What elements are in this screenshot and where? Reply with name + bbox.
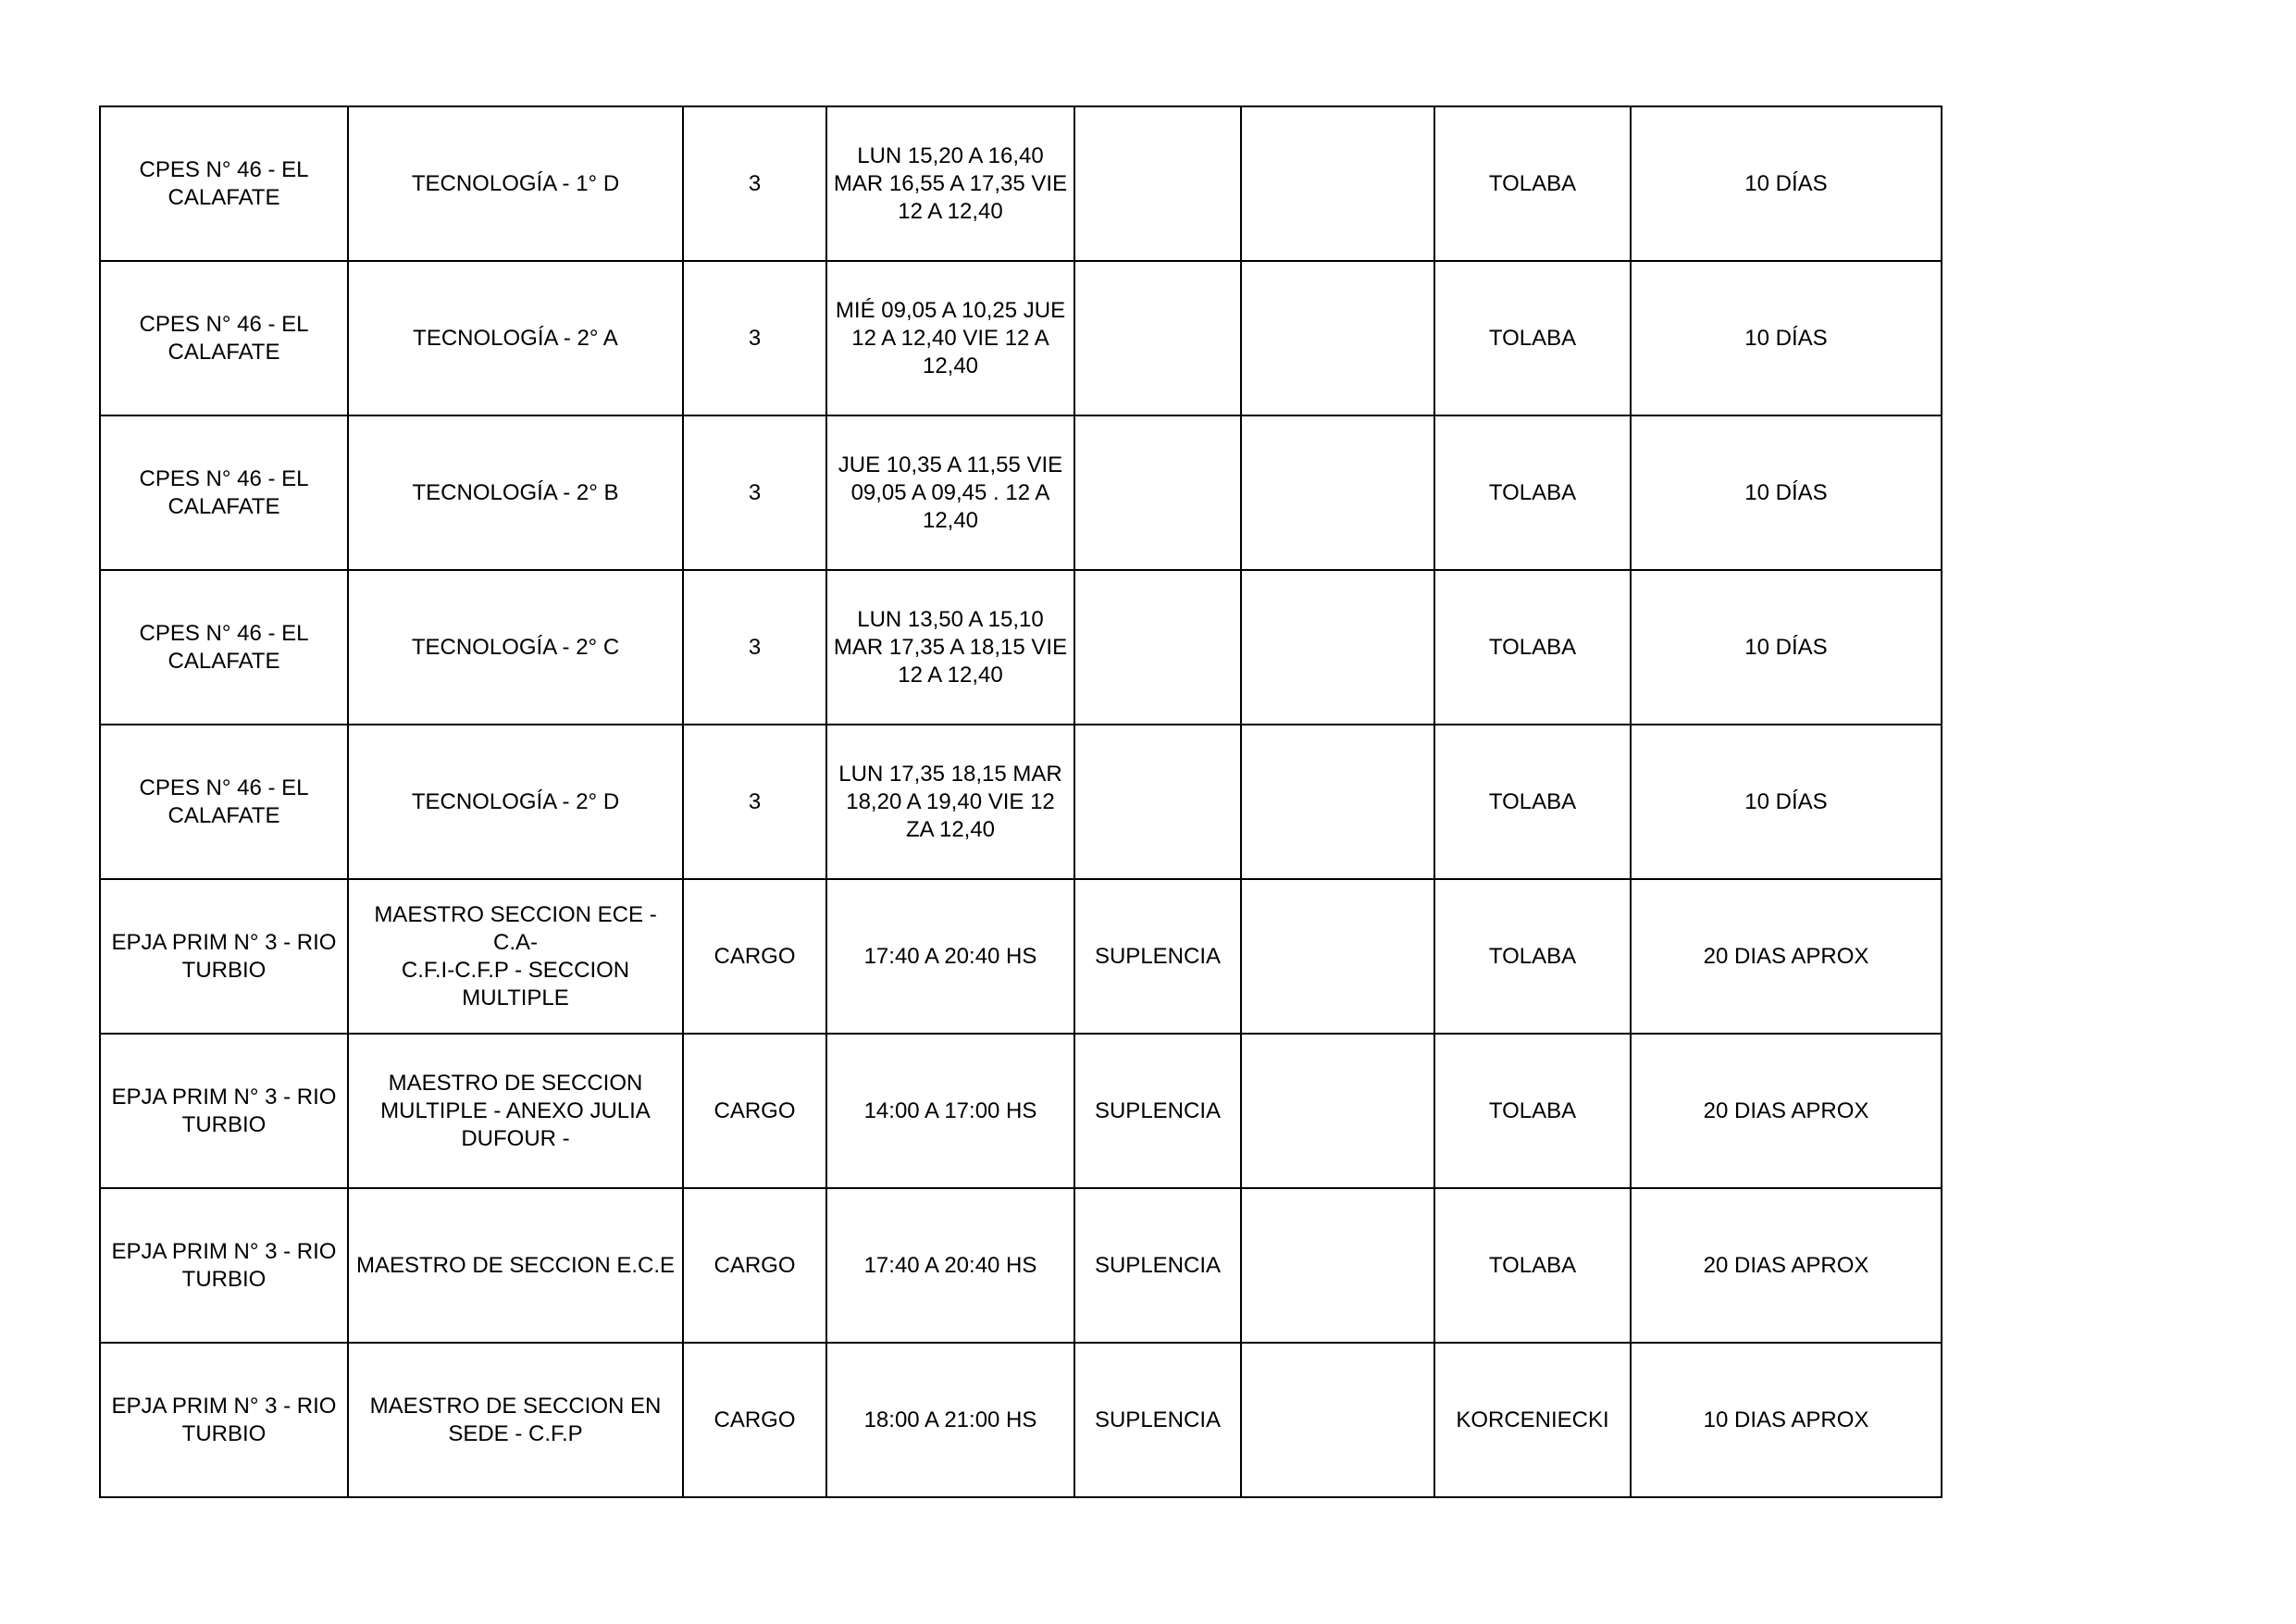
cell-espacio: MAESTRO DE SECCION EN SEDE - C.F.P: [348, 1343, 683, 1497]
cell-establecimiento: CPES N° 46 - EL CALAFATE: [100, 725, 348, 879]
cell-horario: JUE 10,35 A 11,55 VIE 09,05 A 09,45 . 12 A 12,40: [826, 415, 1074, 570]
cell-horario: LUN 13,50 A 15,10 MAR 17,35 A 18,15 VIE 12 A 12,40: [826, 570, 1074, 725]
cell-horario: MIÉ 09,05 A 10,25 JUE 12 A 12,40 VIE 12 A 12,40: [826, 261, 1074, 415]
cell-duracion: 10 DÍAS: [1631, 570, 1942, 725]
cell-situacion: SUPLENCIA: [1074, 879, 1241, 1034]
cell-duracion: 10 DÍAS: [1631, 725, 1942, 879]
cell-observaciones: [1241, 106, 1434, 261]
cell-observaciones: [1241, 261, 1434, 415]
cell-observaciones: [1241, 570, 1434, 725]
cell-docente: TOLABA: [1434, 106, 1631, 261]
table-row: [100, 106, 1942, 261]
cell-horario: 18:00 A 21:00 HS: [826, 1343, 1074, 1497]
cell-espacio: TECNOLOGÍA - 2° B: [348, 415, 683, 570]
cell-horario: 17:40 A 20:40 HS: [826, 879, 1074, 1034]
cell-docente: TOLABA: [1434, 261, 1631, 415]
cell-establecimiento: CPES N° 46 - EL CALAFATE: [100, 415, 348, 570]
cell-observaciones: [1241, 725, 1434, 879]
table-row: [100, 1034, 1942, 1188]
cell-establecimiento: CPES N° 46 - EL CALAFATE: [100, 261, 348, 415]
table-row: [100, 1188, 1942, 1343]
cell-docente: TOLABA: [1434, 1188, 1631, 1343]
cell-establecimiento: EPJA PRIM N° 3 - RIO TURBIO: [100, 879, 348, 1034]
table-row: [100, 879, 1942, 1034]
cell-situacion: [1074, 725, 1241, 879]
vacancies-table: [99, 105, 1942, 1498]
cell-espacio: MAESTRO SECCION ECE -C.A- C.F.I-C.F.P - SECCION MULTIPLE: [348, 879, 683, 1034]
cell-docente: KORCENIECKI: [1434, 1343, 1631, 1497]
cell-horas: 3: [683, 415, 826, 570]
cell-duracion: 10 DÍAS: [1631, 106, 1942, 261]
cell-espacio: MAESTRO DE SECCION MULTIPLE - ANEXO JULIA DUFOUR -: [348, 1034, 683, 1188]
cell-duracion: 20 DIAS APROX: [1631, 879, 1942, 1034]
table-row: [100, 1343, 1942, 1497]
cell-horario: LUN 17,35 18,15 MAR 18,20 A 19,40 VIE 12 ZA 12,40: [826, 725, 1074, 879]
cell-observaciones: [1241, 415, 1434, 570]
cell-duracion: 10 DÍAS: [1631, 415, 1942, 570]
cell-observaciones: [1241, 1188, 1434, 1343]
cell-duracion: 10 DIAS APROX: [1631, 1343, 1942, 1497]
cell-espacio: TECNOLOGÍA - 2° D: [348, 725, 683, 879]
cell-docente: TOLABA: [1434, 725, 1631, 879]
cell-establecimiento: EPJA PRIM N° 3 - RIO TURBIO: [100, 1343, 348, 1497]
cell-horas: CARGO: [683, 1034, 826, 1188]
cell-situacion: SUPLENCIA: [1074, 1034, 1241, 1188]
cell-establecimiento: CPES N° 46 - EL CALAFATE: [100, 570, 348, 725]
cell-situacion: SUPLENCIA: [1074, 1188, 1241, 1343]
cell-espacio: TECNOLOGÍA - 2° C: [348, 570, 683, 725]
cell-horas: CARGO: [683, 1343, 826, 1497]
cell-docente: TOLABA: [1434, 415, 1631, 570]
cell-docente: TOLABA: [1434, 879, 1631, 1034]
cell-docente: TOLABA: [1434, 570, 1631, 725]
cell-duracion: 10 DÍAS: [1631, 261, 1942, 415]
cell-observaciones: [1241, 1343, 1434, 1497]
cell-horas: 3: [683, 106, 826, 261]
table-row: [100, 570, 1942, 725]
cell-horario: LUN 15,20 A 16,40 MAR 16,55 A 17,35 VIE 12 A 12,40: [826, 106, 1074, 261]
cell-horas: CARGO: [683, 879, 826, 1034]
cell-horas: 3: [683, 261, 826, 415]
cell-situacion: SUPLENCIA: [1074, 1343, 1241, 1497]
table-row: [100, 415, 1942, 570]
cell-horas: CARGO: [683, 1188, 826, 1343]
cell-espacio: TECNOLOGÍA - 2° A: [348, 261, 683, 415]
cell-observaciones: [1241, 879, 1434, 1034]
cell-docente: TOLABA: [1434, 1034, 1631, 1188]
cell-situacion: [1074, 261, 1241, 415]
cell-duracion: 20 DIAS APROX: [1631, 1188, 1942, 1343]
cell-establecimiento: EPJA PRIM N° 3 - RIO TURBIO: [100, 1188, 348, 1343]
cell-horas: 3: [683, 725, 826, 879]
cell-duracion: 20 DIAS APROX: [1631, 1034, 1942, 1188]
cell-situacion: [1074, 106, 1241, 261]
cell-establecimiento: CPES N° 46 - EL CALAFATE: [100, 106, 348, 261]
cell-espacio: MAESTRO DE SECCION E.C.E: [348, 1188, 683, 1343]
table-row: [100, 725, 1942, 879]
cell-horario: 14:00 A 17:00 HS: [826, 1034, 1074, 1188]
cell-situacion: [1074, 570, 1241, 725]
cell-situacion: [1074, 415, 1241, 570]
cell-horario: 17:40 A 20:40 HS: [826, 1188, 1074, 1343]
cell-establecimiento: EPJA PRIM N° 3 - RIO TURBIO: [100, 1034, 348, 1188]
cell-observaciones: [1241, 1034, 1434, 1188]
cell-horas: 3: [683, 570, 826, 725]
table-row: [100, 261, 1942, 415]
table-body: [100, 106, 1942, 1497]
cell-espacio: TECNOLOGÍA - 1° D: [348, 106, 683, 261]
